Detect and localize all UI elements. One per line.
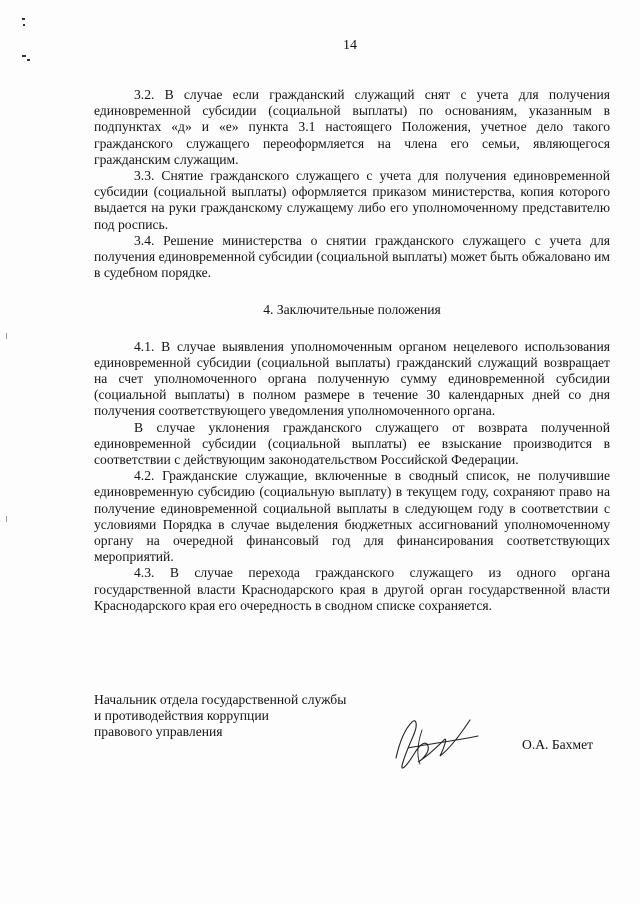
paragraph-3-3: 3.3. Снятие гражданского служащего с учета для получения единовременной субсидии (социальной выплаты) оформляется приказом министерства, копия которого выдается на руки гражданскому служащему либо его уполномоченному представителю под роспись. (94, 168, 610, 232)
paragraph-4-1: 4.1. В случае выявления уполномоченным органом нецелевого использования единовременной субсидии (социальной выплаты) гражданский служащий возвращает на счет уполномоченного органа полученную сумму единовременной субсидии (социальной выплаты) в полном размере в течение 30 календарных дней со дня получения соответствующего уведомления уполномоченного органа. (94, 338, 610, 419)
signature-position-line-1: Начальник отдела государственной службы (94, 692, 347, 707)
section-heading: 4. Заключительные положения (263, 302, 441, 318)
paragraph-3-4: 3.4. Решение министерства о снятии гражданского служащего с учета для получения единовременной субсидии (социальной выплаты) может быть обжаловано им в судебном порядке. (94, 232, 610, 281)
handwritten-signature (378, 700, 488, 780)
signature-position-line-3: правового управления (94, 724, 223, 740)
signature-position-line-2: и противодействия коррупции (94, 708, 269, 724)
page-number: 14 (343, 38, 357, 53)
scan-mark-top-2 (23, 24, 25, 26)
scan-edge-mark-2 (6, 516, 7, 522)
paragraph-3-2: 3.2. В случае если гражданский служащий снят с учета для получения единовременной субсидии (социальной выплаты) по основаниям, указанным в подпунктах «д» и «е» пункта 3.1 настоящего Положения, учетное дело такого гражданского служащего переоформляется на члена его семьи, являющегося гражданским служащим. (94, 87, 610, 167)
paragraph-4-2: 4.2. Гражданские служащие, включенные в сводный список, не получившие единовременную субсидию (социальную выплату) в текущем году, сохраняют право на получение единовременной социальной выплаты в следующем году в соответствии с условиями Порядка в случае выделения бюджетных ассигнований уполномоченному органу на очередной финансовый год для финансирования соответствующих мероприятий. (94, 468, 610, 565)
scan-edge-mark (6, 333, 7, 339)
paragraph-4-1-evasion: В случае уклонения гражданского служащего от возврата полученной единовременной субсидии (социальной выплаты) ее взыскание производится в соответствии с действующим законодательством Российской Федерации. (94, 419, 610, 468)
scan-mark-top (22, 18, 25, 20)
signer-name: О.А. Бахмет (522, 737, 594, 752)
paragraph-4-3: 4.3. В случае перехода гражданского служащего из одного органа государственной власти Краснодарского края в другой орган государственной власти Краснодарского края его очередность в сводном списке сохраняется. (94, 565, 610, 613)
document-body (94, 87, 610, 614)
scan-mark-mid (22, 55, 26, 57)
scan-mark-mid-2 (27, 59, 30, 61)
signature-position (94, 692, 346, 741)
